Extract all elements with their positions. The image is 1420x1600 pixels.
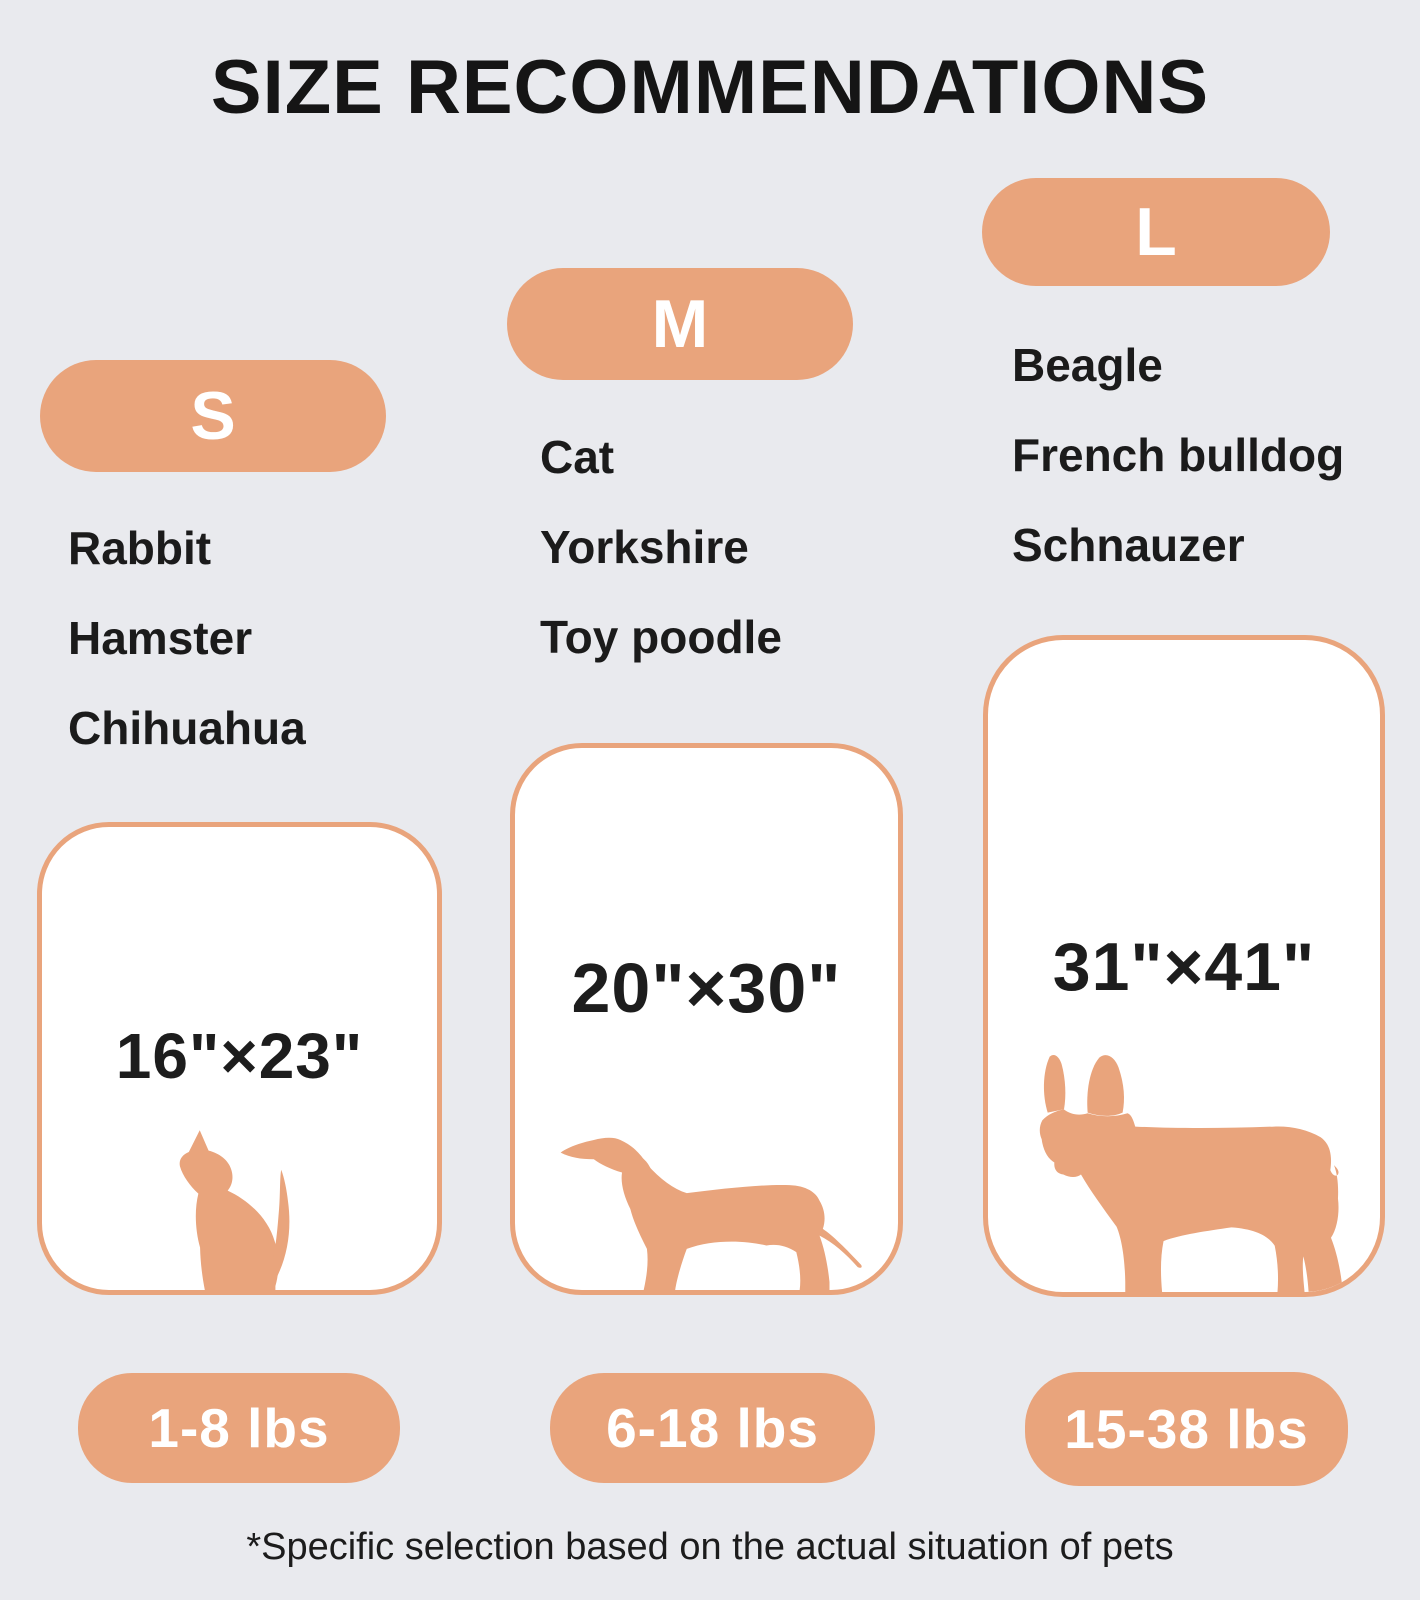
size-badge-m <box>507 268 853 380</box>
pet-list-l <box>1012 320 1344 590</box>
pet-item: Chihuahua <box>68 702 306 754</box>
size-badge-l <box>982 178 1330 286</box>
size-badge-s-label: S <box>190 378 236 454</box>
weight-badge-s <box>78 1373 400 1483</box>
weight-badge-s-label: 1-8 lbs <box>148 1397 330 1459</box>
dimensions-label-m: 20"×30" <box>571 949 842 1027</box>
pet-item: French bulldog <box>1012 429 1345 481</box>
size-badge-m-label: M <box>651 286 709 362</box>
cat-icon <box>167 1128 317 1292</box>
page-title: SIZE RECOMMENDATIONS <box>210 45 1210 130</box>
pet-list-m <box>540 412 782 682</box>
pet-item: Cat <box>540 431 615 483</box>
pet-item: Toy poodle <box>540 611 782 663</box>
pet-item: Yorkshire <box>540 521 749 573</box>
pet-item: Beagle <box>1012 339 1163 391</box>
pet-item: Schnauzer <box>1012 519 1245 571</box>
weight-badge-m-label: 6-18 lbs <box>606 1397 819 1459</box>
size-card-m <box>510 743 903 1295</box>
weight-badge-l <box>1025 1372 1348 1486</box>
pet-list-s <box>68 503 306 773</box>
dachshund-icon <box>557 1136 863 1292</box>
dimensions-label-l: 31"×41" <box>1052 929 1316 1005</box>
footnote: *Specific selection based on the actual situation of pets <box>246 1526 1174 1568</box>
weight-badge-m <box>550 1373 875 1483</box>
size-badge-l-label: L <box>1135 194 1177 270</box>
dimensions-label-s: 16"×23" <box>115 1020 364 1092</box>
french-bulldog-icon <box>1038 1052 1345 1295</box>
size-badge-s <box>40 360 386 472</box>
pet-item: Hamster <box>68 612 253 664</box>
weight-badge-l-label: 15-38 lbs <box>1064 1398 1309 1460</box>
size-card-s <box>37 822 442 1295</box>
pet-item: Rabbit <box>68 522 212 574</box>
size-card-l <box>983 635 1385 1297</box>
